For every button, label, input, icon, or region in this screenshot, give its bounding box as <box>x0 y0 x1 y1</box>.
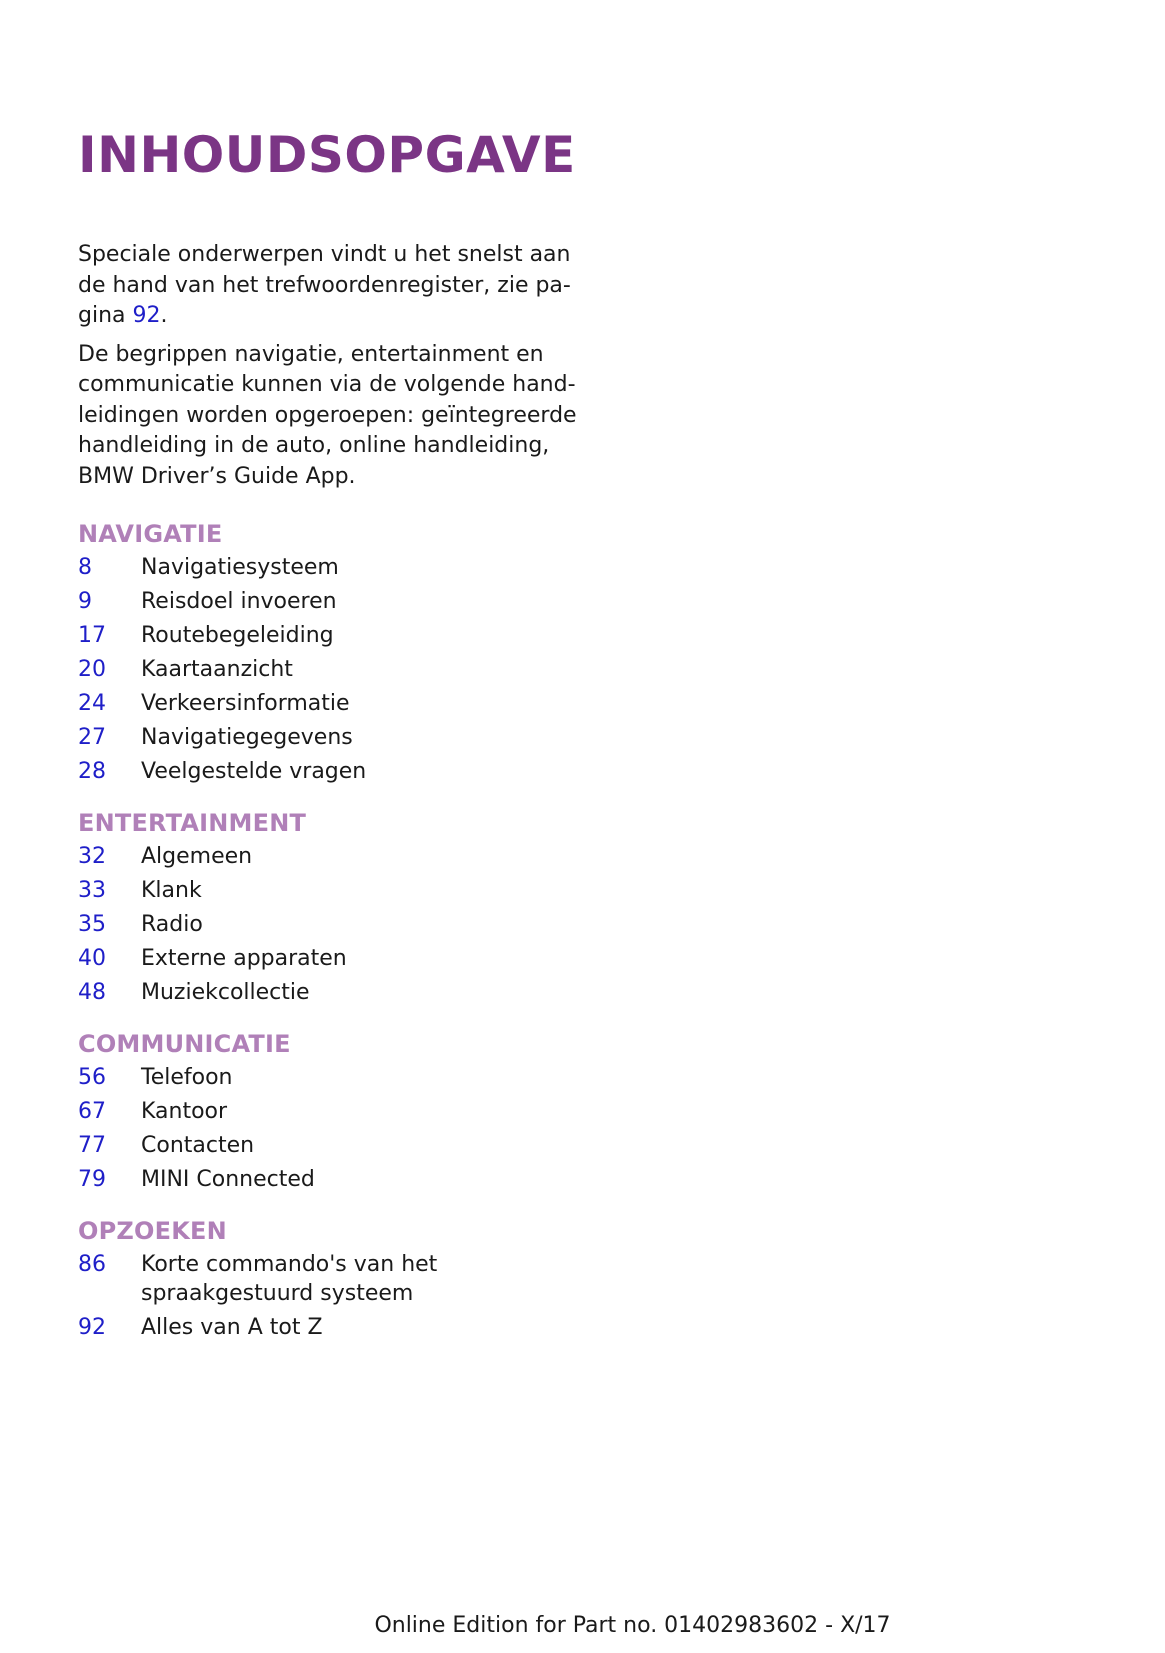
toc-entry-page[interactable]: 77 <box>78 1133 106 1158</box>
toc-entry-label[interactable]: Radio <box>141 912 203 937</box>
toc-entry-label[interactable]: Veelgestelde vragen <box>141 759 367 784</box>
toc-entry-label[interactable]: Contacten <box>141 1133 255 1158</box>
toc-entry[interactable] <box>78 978 678 1007</box>
toc-entry-page[interactable]: 17 <box>78 623 106 648</box>
toc-entry-label[interactable]: Korte commando's van het spraakgestuurd systeem <box>141 1252 438 1306</box>
intro-paragraph-manuals: De begrippen navigatie, entertainment en communicatie kunnen via de volgende hand-leidingen worden opgeroepen: geïntegreerde handleiding in de auto, online handleiding, BMW Driver’s Guide App. <box>78 341 577 489</box>
table-of-contents <box>78 519 678 1364</box>
toc-entry-label[interactable]: Navigatiesysteem <box>141 555 339 580</box>
toc-entry[interactable] <box>78 689 678 718</box>
intro-text <box>78 240 598 500</box>
toc-entry[interactable] <box>78 1165 678 1194</box>
intro-paragraph-register <box>78 240 588 332</box>
toc-entry-label[interactable]: Alles van A tot Z <box>141 1315 323 1340</box>
toc-entry-page[interactable]: 32 <box>78 844 106 869</box>
toc-entry[interactable] <box>78 621 678 650</box>
toc-entry-label[interactable]: Kaartaanzicht <box>141 657 293 682</box>
toc-entry[interactable] <box>78 1131 678 1160</box>
intro-paragraph-register-text: Speciale onderwerpen vindt u het snelst aan de hand van het trefwoordenregister, zie pa-gina <box>78 242 571 328</box>
toc-entry[interactable] <box>78 876 678 905</box>
toc-entry[interactable] <box>78 944 678 973</box>
section-title: NAVIGATIE <box>78 520 223 548</box>
toc-entry-label[interactable]: MINI Connected <box>141 1167 315 1192</box>
toc-entry-page[interactable]: 8 <box>78 555 92 580</box>
intro-paragraph-end: . <box>160 303 168 328</box>
toc-entry-page[interactable]: 35 <box>78 912 106 937</box>
toc-entry[interactable] <box>78 910 678 939</box>
toc-entry-page[interactable]: 24 <box>78 691 106 716</box>
toc-entry-page[interactable]: 79 <box>78 1167 106 1192</box>
page-title: INHOUDSOPGAVE <box>78 126 576 184</box>
section-title: OPZOEKEN <box>78 1217 227 1245</box>
toc-entry[interactable] <box>78 553 678 582</box>
section-title: COMMUNICATIE <box>78 1030 291 1058</box>
toc-entry[interactable] <box>78 757 678 786</box>
toc-entry-page[interactable]: 48 <box>78 980 106 1005</box>
toc-entry-page[interactable]: 33 <box>78 878 106 903</box>
toc-entry[interactable] <box>78 655 678 684</box>
toc-entry-label[interactable]: Telefoon <box>141 1065 233 1090</box>
toc-entry-page[interactable]: 92 <box>78 1315 106 1340</box>
toc-entry-page[interactable]: 9 <box>78 589 92 614</box>
toc-entry-page[interactable]: 86 <box>78 1252 106 1277</box>
toc-entry[interactable] <box>78 842 678 871</box>
toc-entry[interactable] <box>78 1097 678 1126</box>
toc-entry-page[interactable]: 20 <box>78 657 106 682</box>
toc-entry-label[interactable]: Muziekcollectie <box>141 980 310 1005</box>
toc-entry[interactable] <box>78 1063 678 1092</box>
footer-edition: Online Edition for Part no. 01402983602 - X/17 <box>374 1613 891 1638</box>
toc-entry-label[interactable]: Algemeen <box>141 844 253 869</box>
toc-entry-label[interactable]: Kantoor <box>141 1099 228 1124</box>
toc-entry-label[interactable]: Routebegeleiding <box>141 623 334 648</box>
toc-entry-page[interactable]: 27 <box>78 725 106 750</box>
toc-entry-page[interactable]: 67 <box>78 1099 106 1124</box>
toc-entry[interactable] <box>78 723 678 752</box>
section-title: ENTERTAINMENT <box>78 809 307 837</box>
register-page-link[interactable]: 92 <box>132 303 161 328</box>
toc-entry-label[interactable]: Klank <box>141 878 202 903</box>
section-entertainment <box>78 808 678 1007</box>
section-communicatie <box>78 1029 678 1194</box>
toc-entry-page[interactable]: 28 <box>78 759 106 784</box>
toc-entry-page[interactable]: 40 <box>78 946 106 971</box>
section-navigatie <box>78 519 678 786</box>
toc-entry[interactable] <box>78 587 678 616</box>
toc-entry[interactable] <box>78 1250 678 1308</box>
toc-entry-label[interactable]: Externe apparaten <box>141 946 347 971</box>
toc-entry-label[interactable]: Navigatiegegevens <box>141 725 353 750</box>
section-opzoeken <box>78 1216 678 1342</box>
toc-entry-label[interactable]: Verkeersinformatie <box>141 691 350 716</box>
toc-entry-label[interactable]: Reisdoel invoeren <box>141 589 337 614</box>
toc-entry[interactable] <box>78 1313 678 1342</box>
toc-entry-page[interactable]: 56 <box>78 1065 106 1090</box>
